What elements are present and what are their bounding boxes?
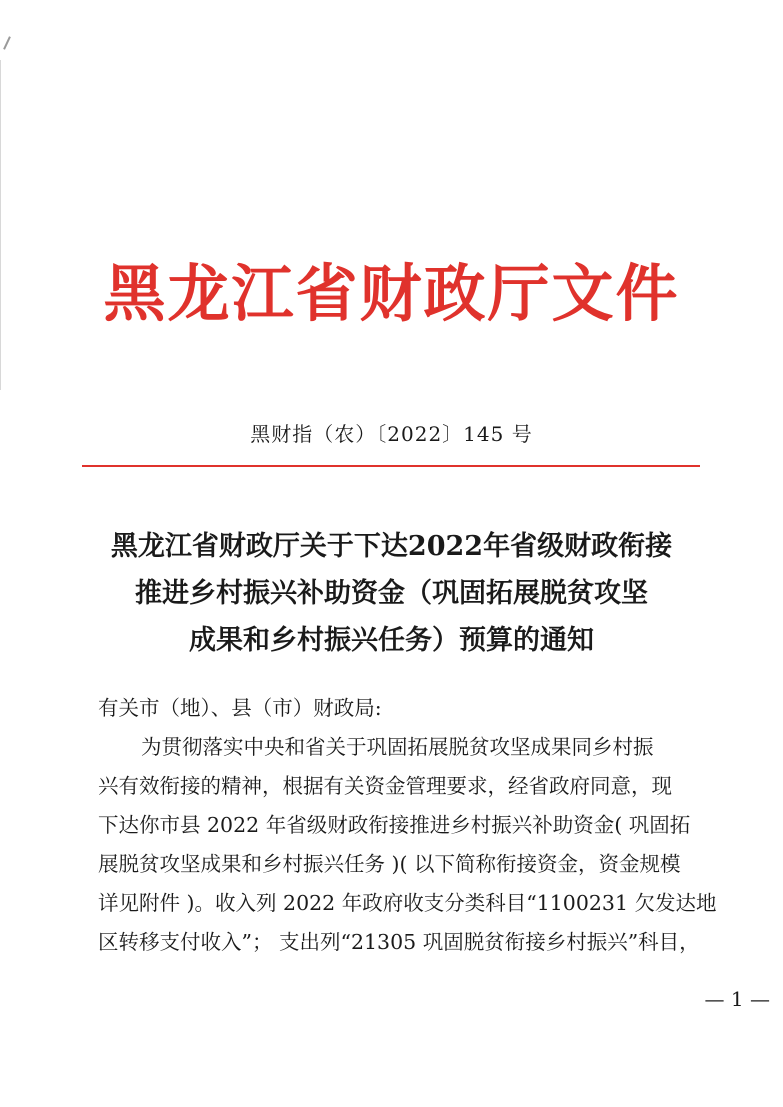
addressee: 有关市（地）、县（市）财政局: [98,696,382,720]
scan-speck [3,36,11,50]
notice-title-line: 推进乡村振兴补助资金（巩固拓展脱贫攻坚 [135,578,648,609]
notice-title-line: 成果和乡村振兴任务）预算的通知 [189,625,594,656]
page-number: — 1 — [704,987,770,1011]
notice-title-line: 黑龙江省财政厅关于下达2022年省级财政衔接 [110,531,673,562]
scan-edge-mark [0,60,1,390]
document-number: 黑财指（农）〔2022〕145 号 [250,422,533,446]
body-line: 详见附件 )。收入列 2022 年政府收支分类科目“1100231 欠发达地 [98,891,717,915]
body-line: 下达你市县 2022 年省级财政衔接推进乡村振兴补助资金( 巩固拓 [98,813,691,837]
body-line: 区转移支付收入”； 支出列“21305 巩固脱贫衔接乡村振兴”科目， [98,930,700,954]
body-line: 为贯彻落实中央和省关于巩固拓展脱贫攻坚成果同乡村振 [141,735,654,759]
document-header-title: 黑龙江省财政厅文件 [103,257,680,330]
red-divider-line [82,465,700,467]
body-line: 展脱贫攻坚成果和乡村振兴任务 )( 以下简称衔接资金，资金规模 [98,852,681,876]
notice-body [98,689,717,962]
notice-title [60,523,723,664]
body-line: 兴有效衔接的精神，根据有关资金管理要求，经省政府同意，现 [98,774,672,798]
